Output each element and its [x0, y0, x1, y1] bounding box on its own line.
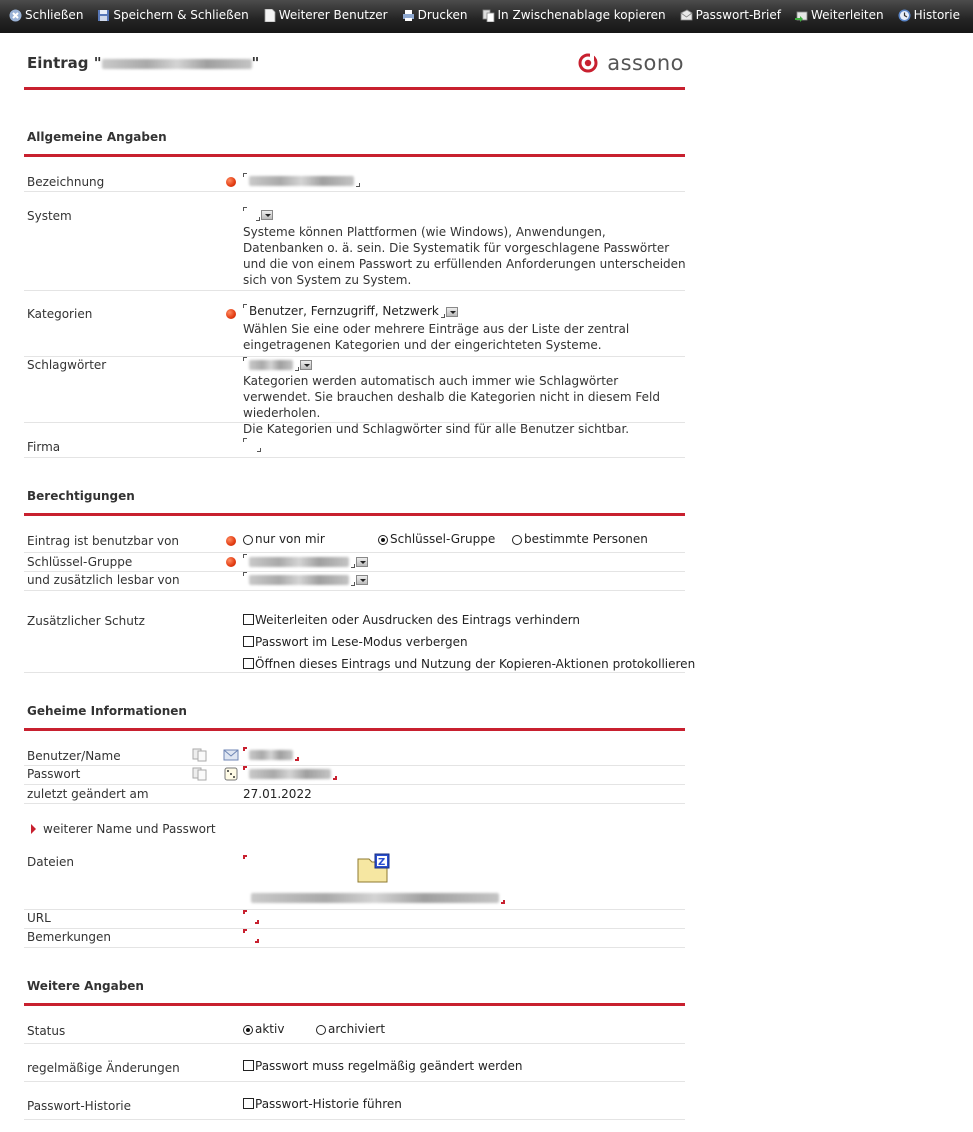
checkbox-icon: [243, 636, 254, 647]
notes-label: Bemerkungen: [27, 930, 112, 944]
radio-only-me[interactable]: nur von mir: [243, 532, 325, 546]
row-last-changed: [24, 785, 685, 804]
checkbox-icon: [243, 614, 254, 625]
radio-specific-people[interactable]: bestimmte Personen: [512, 532, 648, 546]
zip-file-icon[interactable]: [357, 853, 391, 883]
radio-icon: [316, 1025, 326, 1035]
dropdown-icon[interactable]: [261, 210, 273, 220]
title-prefix: Eintrag ": [27, 54, 102, 72]
title-suffix: ": [251, 54, 260, 72]
required-indicator: [226, 536, 236, 546]
keywords-field[interactable]: [243, 357, 312, 371]
row-usable-by: [24, 516, 685, 553]
username-label: Benutzer/Name: [27, 749, 121, 763]
readable-by-select[interactable]: [243, 572, 368, 586]
readable-by-label: und zusätzlich lesbar von: [27, 573, 180, 587]
checkbox-log-access[interactable]: Öffnen dieses Eintrags und Nutzung der Kopieren-Aktionen protokollieren: [243, 657, 695, 671]
row-regular-changes: [24, 1044, 685, 1082]
required-indicator: [226, 177, 236, 187]
radio-archived[interactable]: archiviert: [316, 1022, 385, 1036]
row-company: [24, 423, 685, 458]
row-designation: [24, 157, 685, 192]
row-protection: [24, 591, 696, 673]
key-group-select[interactable]: [243, 554, 368, 568]
row-files: [24, 843, 685, 910]
password-letter-label: Passwort-Brief: [695, 8, 781, 22]
password-label: Passwort: [27, 767, 81, 781]
checkbox-hide-password[interactable]: Passwort im Lese-Modus verbergen: [243, 635, 468, 649]
mail-icon[interactable]: [223, 748, 239, 762]
print-button[interactable]: [402, 8, 468, 22]
forward-label: Weiterleiten: [810, 8, 884, 22]
row-keywords: [24, 357, 685, 436]
copy-icon: [482, 9, 495, 22]
row-status: [24, 1006, 685, 1044]
entry-header: [24, 33, 685, 90]
row-categories: [24, 291, 685, 357]
categories-field[interactable]: [243, 304, 458, 318]
row-key-group: [24, 553, 685, 572]
redacted-entry-name: [102, 59, 252, 69]
checkbox-regular-change[interactable]: Passwort muss regelmäßig geändert werden: [243, 1059, 522, 1073]
file-name[interactable]: [251, 890, 505, 904]
action-toolbar: [0, 0, 973, 33]
categories-label: Kategorien: [27, 307, 93, 321]
radio-selected-icon: [243, 1025, 253, 1035]
row-password-history: [24, 1082, 685, 1120]
radio-icon: [512, 535, 522, 545]
row-url: [24, 910, 685, 929]
radio-selected-icon: [378, 535, 388, 545]
url-label: URL: [27, 911, 51, 925]
logo-text: assono: [607, 51, 684, 75]
printer-icon: [402, 9, 415, 22]
section-title-more: Weitere Angaben: [27, 979, 144, 993]
password-history-label: Passwort-Historie: [27, 1099, 131, 1113]
document-icon: [263, 9, 276, 22]
dice-icon[interactable]: [223, 767, 239, 781]
checkbox-prevent-forward[interactable]: Weiterleiten oder Ausdrucken des Eintrags verhindern: [243, 613, 580, 627]
entry-form: [24, 33, 696, 1113]
save-icon: [97, 9, 110, 22]
files-field[interactable]: [243, 855, 249, 869]
radio-active[interactable]: aktiv: [243, 1022, 284, 1036]
copy-clipboard-button[interactable]: [482, 8, 666, 22]
last-changed-label: zuletzt geändert am: [27, 787, 149, 801]
checkbox-icon: [243, 658, 254, 669]
svg-text:Z: Z: [378, 857, 386, 868]
close-button[interactable]: [9, 8, 83, 22]
assono-logo: [578, 51, 684, 75]
dropdown-icon[interactable]: [356, 575, 368, 585]
password-field[interactable]: [243, 766, 337, 780]
dropdown-icon[interactable]: [300, 360, 312, 370]
system-select[interactable]: [243, 207, 273, 221]
last-changed-value: 27.01.2022: [243, 787, 312, 801]
forward-button[interactable]: [795, 8, 884, 22]
row-notes: [24, 929, 685, 948]
another-user-button[interactable]: [263, 8, 388, 22]
forward-icon: [795, 9, 808, 22]
logo-mark-icon: [578, 53, 598, 73]
company-field[interactable]: [243, 438, 261, 452]
designation-label: Bezeichnung: [27, 175, 105, 189]
notes-field[interactable]: [243, 929, 259, 943]
section-title-secret: Geheime Informationen: [27, 704, 187, 718]
copy-icon[interactable]: [192, 767, 208, 781]
key-group-label: Schlüssel-Gruppe: [27, 555, 133, 569]
keywords-label: Schlagwörter: [27, 358, 107, 372]
categories-help-text: Wählen Sie eine oder mehrere Einträge aus der Liste der zentral eingetragenen Kategorien und der eingerichteten Systeme.: [243, 322, 630, 352]
another-user-label: Weiterer Benutzer: [278, 8, 388, 22]
checkbox-password-history[interactable]: Passwort-Historie führen: [243, 1097, 402, 1111]
radio-icon: [243, 535, 253, 545]
keywords-help-line-2: Die Kategorien und Schlagwörter sind für alle Benutzer sichtbar.: [243, 422, 630, 436]
row-username: [24, 731, 685, 766]
checkbox-icon: [243, 1060, 254, 1071]
regular-changes-label: regelmäßige Änderungen: [27, 1061, 180, 1075]
clock-icon: [898, 9, 911, 22]
required-indicator: [226, 309, 236, 319]
row-system: [24, 192, 685, 291]
page-title: [27, 54, 259, 72]
section-title-permissions: Berechtigungen: [27, 489, 135, 503]
system-help-text: Systeme können Plattformen (wie Windows), Anwendungen, Datenbanken o. ä. sein. Die Systematik für vorgeschlagene Passwörter und die von einem Passwort zu erfüllenden Anforderungen unterscheiden sich von System zu System.: [243, 225, 686, 287]
history-label: Historie: [913, 8, 960, 22]
row-readable-by: [24, 572, 685, 591]
company-label: Firma: [27, 440, 61, 454]
section-title-general: Allgemeine Angaben: [27, 130, 167, 144]
url-field[interactable]: [243, 910, 259, 924]
save-close-label: Speichern & Schließen: [113, 8, 249, 22]
radio-key-group[interactable]: Schlüssel-Gruppe: [378, 532, 495, 546]
files-label: Dateien: [27, 855, 75, 869]
close-label: Schließen: [25, 8, 84, 22]
print-label: Drucken: [417, 8, 468, 22]
more-credentials-link[interactable]: weiterer Name und Passwort: [31, 822, 216, 836]
designation-field[interactable]: [243, 173, 360, 187]
status-label: Status: [27, 1024, 66, 1038]
usable-by-label: Eintrag ist benutzbar von: [27, 534, 180, 548]
protection-label: Zusätzlicher Schutz: [27, 614, 145, 628]
dropdown-icon[interactable]: [446, 307, 458, 317]
required-indicator: [226, 557, 236, 567]
row-password: [24, 766, 685, 785]
checkbox-icon: [243, 1098, 254, 1109]
save-close-button[interactable]: [97, 8, 248, 22]
keywords-help-line-1: Kategorien werden automatisch auch immer wie Schlagwörter verwendet. Sie brauchen deshalb die Kategorien nicht in diesem Feld wiederholen.: [243, 374, 660, 420]
dropdown-icon[interactable]: [356, 557, 368, 567]
letter-icon: [680, 9, 693, 22]
categories-value: Benutzer, Fernzugriff, Netzwerk: [249, 304, 439, 318]
copy-clipboard-label: In Zwischenablage kopieren: [497, 8, 666, 22]
username-field[interactable]: [243, 747, 299, 761]
password-letter-button[interactable]: [680, 8, 781, 22]
close-icon: [9, 9, 22, 22]
system-label: System: [27, 209, 72, 223]
copy-icon[interactable]: [192, 748, 208, 762]
history-button[interactable]: [898, 8, 960, 22]
